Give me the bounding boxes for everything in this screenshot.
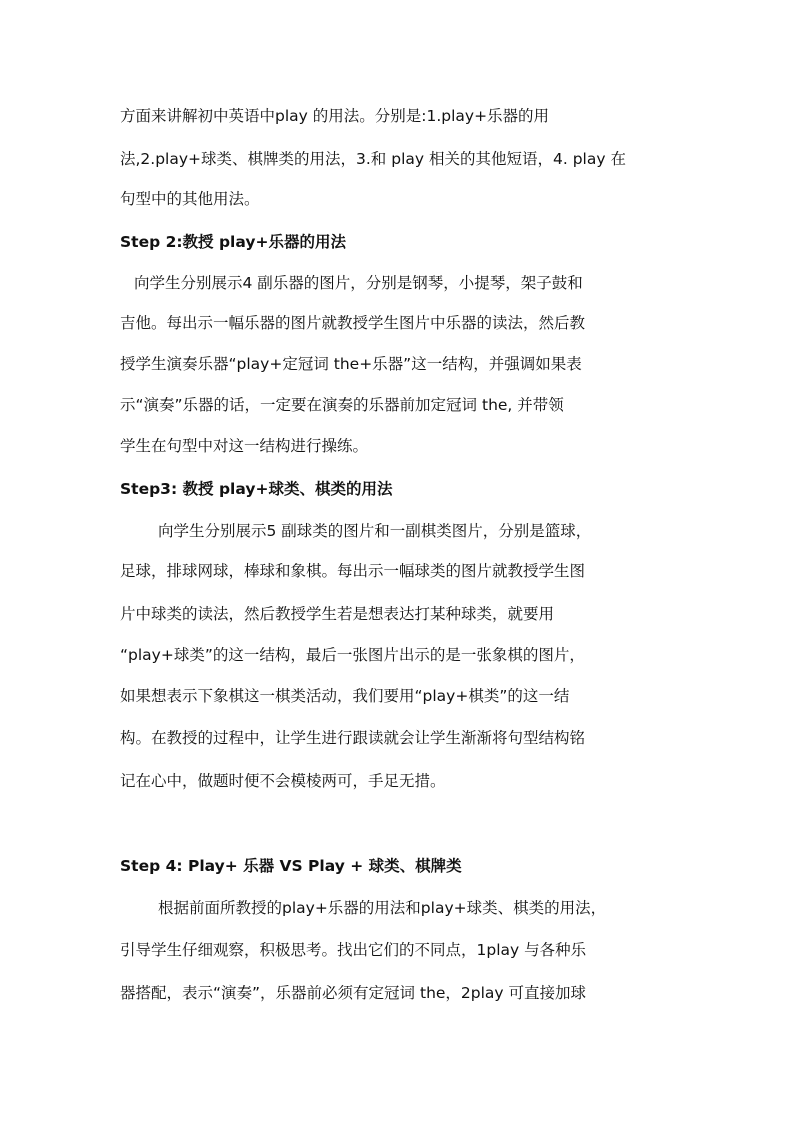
step3-line-4: “play+球类”的这一结构，最后一张图片出示的是一张象棋的图片， [120,646,585,664]
intro-line-3: 句型中的其他用法。 [120,190,260,208]
step4-line-2: 引导学生仔细观察，积极思考。找出它们的不同点，1play 与各种乐 [120,941,587,959]
step3-line-5: 如果想表示下象棋这一棋类活动，我们要用“play+棋类”的这一结 [120,687,570,705]
step3-line-7: 记在心中，做题时便不会模棱两可，手足无措。 [120,772,446,790]
step4-heading: Step 4: Play+ 乐器 VS Play + 球类、棋牌类 [120,857,462,875]
intro-line-2: 法,2.play+球类、棋牌类的用法，3.和 play 相关的其他短语，4. play 在 [120,150,626,168]
step4-line-3: 器搭配，表示“演奏”，乐器前必须有定冠词 the，2play 可直接加球 [120,984,587,1002]
step2-line-1: 向学生分别展示4 副乐器的图片，分别是钢琴，小提琴，架子鼓和 [134,274,583,292]
step3-line-2: 足球，排球网球，棒球和象棋。每出示一幅球类的图片就教授学生图 [120,562,586,580]
step2-line-4: 示“演奏”乐器的话，一定要在演奏的乐器前加定冠词 the, 并带领 [120,396,564,414]
step3-line-6: 构。在教授的过程中，让学生进行跟读就会让学生渐渐将句型结构铭 [120,729,586,747]
step3-line-1: 向学生分别展示5 副球类的图片和一副棋类图片，分别是篮球， [158,522,592,540]
step2-heading: Step 2:教授 play+乐器的用法 [120,233,346,251]
step2-line-2: 吉他。每出示一幅乐器的图片就教授学生图片中乐器的读法，然后教 [120,314,586,332]
step2-line-3: 授学生演奏乐器“play+定冠词 the+乐器”这一结构，并强调如果表 [120,355,582,373]
step3-heading: Step3: 教授 play+球类、棋类的用法 [120,480,393,498]
intro-line-1: 方面来讲解初中英语中play 的用法。分别是:1.play+乐器的用 [120,107,550,125]
step3-line-3: 片中球类的读法，然后教授学生若是想表达打某种球类，就要用 [120,605,555,623]
step2-line-5: 学生在句型中对这一结构进行操练。 [120,437,369,455]
step4-line-1: 根据前面所教授的play+乐器的用法和play+球类、棋类的用法， [158,899,607,917]
